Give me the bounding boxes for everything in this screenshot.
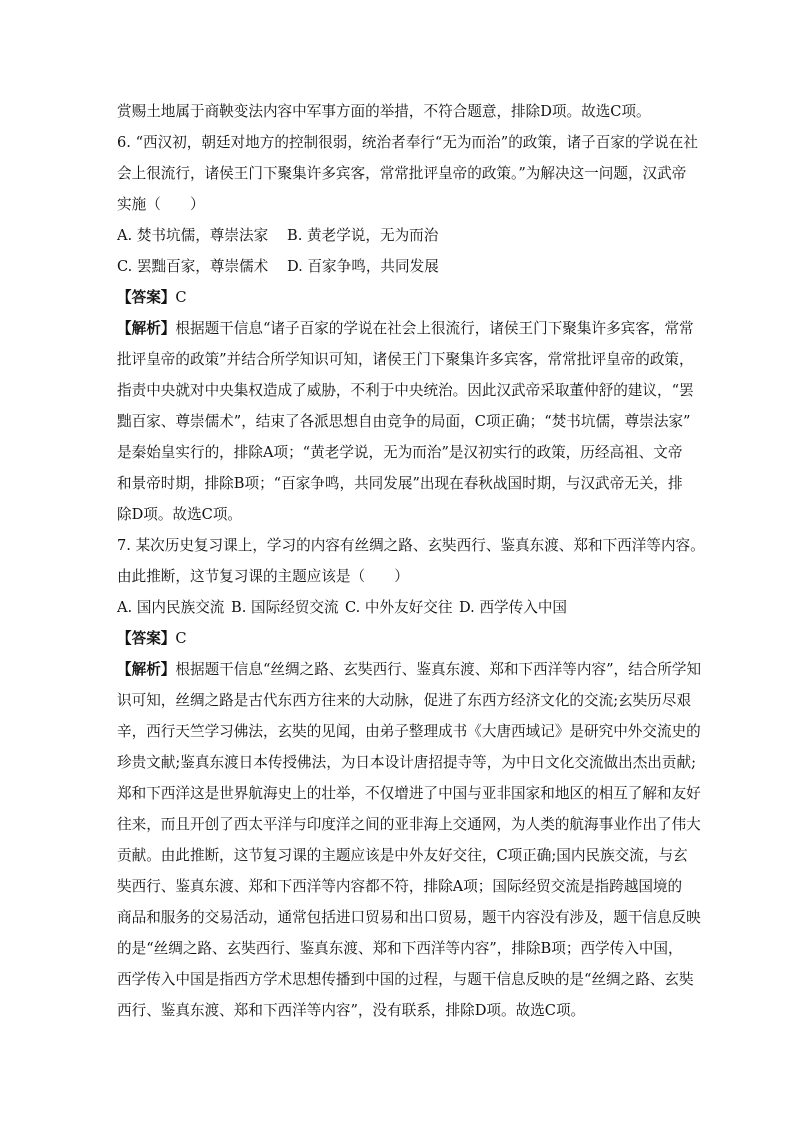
question-7 (117, 530, 705, 1026)
question-7-analysis-line (117, 654, 702, 685)
question-7-option-d: D. 西学传入中国 (459, 599, 568, 616)
question-7-answer (117, 623, 687, 654)
analysis-text: 根据题干信息“诸子百家的学说在社会上很流行，诸侯王门下聚集许多宾客，常常 (175, 320, 694, 337)
analysis-tag: 【解析】 (117, 661, 176, 678)
question-6-option-b: B. 黄老学说，无为而治 (287, 227, 439, 244)
question-7-stem-line: 由此推断，这节复习课的主题应该是（ ） (117, 568, 409, 585)
question-7-analysis-line: 辛，西行天竺学习佛法，玄奘的见闻，由弟子整理成书《大唐西域记》是研究中外交流史的 (117, 723, 701, 740)
question-6-stem-line: 实施（ ） (117, 196, 205, 213)
question-6-analysis-line: 和景帝时期，排除B项；“百家争鸣，共同发展”出现在春秋战国时期，与汉武帝无关，排 (117, 475, 683, 492)
answer-value: C (175, 630, 187, 647)
question-6-analysis-line (117, 313, 694, 344)
question-6-options-row-2 (117, 251, 687, 282)
question-6-analysis-line: 指责中央就对中央集权造成了威胁，不利于中央统治。因此汉武帝采取董仲舒的建议，“罢 (117, 382, 694, 399)
analysis-tag: 【解析】 (117, 320, 176, 337)
question-7-option-b: B. 国际经贸交流 (231, 599, 339, 616)
question-6-analysis-line: 批评皇帝的政策”并结合所学知识可知，诸侯王门下聚集许多宾客，常常批评皇帝的政策， (117, 351, 694, 368)
question-6-options-row-1 (117, 220, 687, 251)
question-7-analysis-line: 贡献。由此推断，这节复习课的主题应该是中外友好交往，C项正确;国内民族交流，与玄 (117, 847, 688, 864)
answer-tag: 【答案】 (117, 630, 176, 647)
question-6 (117, 127, 698, 530)
answer-value: C (175, 289, 187, 306)
question-7-analysis-line: 奘西行、鉴真东渡、郑和下西洋等内容都不符，排除A项；国际经贸交流是指跨越国境的 (117, 878, 683, 895)
document-content (117, 96, 705, 1026)
question-7-analysis-line: 的是“丝绸之路、玄奘西行、鉴真东渡、郑和下西洋等内容”，排除B项；西学传入中国， (117, 940, 683, 957)
question-6-analysis-line: 是秦始皇实行的，排除A项；“黄老学说，无为而治”是汉初实行的政策，历经高祖、文帝 (117, 444, 683, 461)
analysis-text: 根据题干信息“丝绸之路、玄奘西行、鉴真东渡、郑和下西洋等内容”，结合所学知 (175, 661, 702, 678)
question-7-analysis-line: 识可知，丝绸之路是古代东西方往来的大动脉，促进了东西方经济文化的交流;玄奘历尽艰 (117, 692, 692, 709)
question-7-analysis-line: 西学传入中国是指西方学术思想传播到中国的过程，与题干信息反映的是“丝绸之路、玄奘 (117, 971, 694, 988)
question-6-answer (117, 282, 687, 313)
question-7-analysis-line: 西行、鉴真东渡、郑和下西洋等内容”，没有联系，排除D项。故选C项。 (117, 1002, 586, 1019)
question-7-analysis-line: 郑和下西洋这是世界航海史上的壮举，不仅增进了中国与亚非国家和地区的相互了解和友好 (117, 785, 701, 802)
question-7-analysis-line: 往来，而且开创了西太平洋与印度洋之间的亚非海上交通网，为人类的航海事业作出了伟大 (117, 816, 701, 833)
question-7-options-row (117, 592, 687, 623)
question-6-analysis-line: 除D项。故选C项。 (117, 506, 243, 523)
question-7-analysis-line: 商品和服务的交易活动，通常包括进口贸易和出口贸易，题干内容没有涉及，题干信息反映 (117, 909, 701, 926)
answer-tag: 【答案】 (117, 289, 176, 306)
question-7-analysis-line: 珍贵文献;鉴真东渡日本传授佛法，为日本设计唐招提寺等，为中日文化交流做出杰出贡献; (117, 754, 696, 771)
question-6-stem-line: 6. “西汉初，朝廷对地方的控制很弱，统治者奉行“无为而治”的政策，诸子百家的学说在社 (117, 134, 698, 151)
question-6-option-a: A. 焚书坑儒，尊崇法家 (117, 227, 269, 244)
question-7-option-a: A. 国内民族交流 (117, 599, 225, 616)
question-7-option-c: C. 中外友好交往 (345, 599, 453, 616)
question-7-stem-line: 7. 某次历史复习课上，学习的内容有丝绸之路、玄奘西行、鉴真东渡、郑和下西洋等内容。 (117, 537, 705, 554)
question-6-option-d: D. 百家争鸣，共同发展 (287, 258, 439, 275)
question-6-stem-line: 会上很流行，诸侯王门下聚集许多宾客，常常批评皇帝的政策。”为解决这一问题，汉武帝 (117, 165, 687, 182)
question-6-option-c: C. 罢黜百家，尊崇儒术 (117, 258, 269, 275)
previous-analysis-tail: 赏赐土地属于商鞅变法内容中军事方面的举措，不符合题意，排除D项。故选C项。 (117, 103, 651, 120)
question-6-analysis-line: 黜百家、尊崇儒术”，结束了各派思想自由竞争的局面，C项正确；“焚书坑儒，尊崇法家” (117, 413, 691, 430)
